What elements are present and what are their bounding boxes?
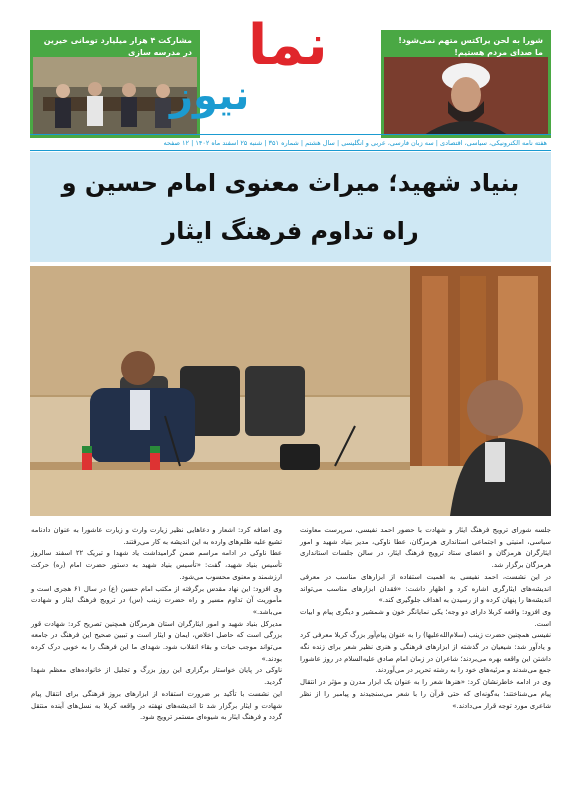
paragraph: نفیسی همچنین حضرت زینب (سلام‌الله‌علیها) را به عنوان پیام‌آور بزرگ کربلا معرفی کرد و یادآور شد: شیعیان در گذشته از ابزارهای فرهنگی و هنری نظیر شعر برای زنده نگه داشتن این واقعه بهره می‌بردند؛ شاعران در زمان امام صادق علیه‌السلام در روز عاشورا جمع می‌شدند و مرثیه‌های خود را به رشته تحریر در می‌آوردند. xyxy=(300,631,551,675)
masthead xyxy=(0,0,581,152)
paragraph: وی افزود: واقعه کربلا دارای دو وجه؛ یکی نمایانگر خون و شمشیر و دیگری پیام و ابیات است. xyxy=(300,607,551,628)
paragraph: وی اضافه کرد: اشعار و دعاهایی نظیر زیارت وارث و زیارت عاشورا به عنوان دادنامه تشیع علیه ظلم‌های وارده به این اندیشه به کار می‌رفتند. xyxy=(31,526,282,546)
paragraph: عطا ناوکی در ادامه مراسم ضمن گرامیداشت یاد شهدا و تبریک ۲۲ اسفند سالروز تأسیس بنیاد شهید، گفت: «تأسیس بنیاد شهید به دستور حضرت امام (ره) حرکت ارزشمند و معنوی محسوب می‌شود. xyxy=(31,549,282,581)
paragraph: وی افزود: این نهاد مقدس برگرفته از مکتب امام حسین (ع) در سال ۶۱ هجری است و مأموریت آن تداوم مسیر و راه حضرت زینب (س) در ترویج فرهنگ ایثار و شهادت می‌باشد.» xyxy=(31,584,283,616)
paragraph: این نشست با تأکید بر ضرورت استفاده از ابزارهای بروز فرهنگی برای انتقال پیام شهادت و ایثار برگزار شد تا اندیشه‌های نهفته در واقعه کربلا به نسل‌های آینده منتقل گردد و فرهنگ ایثار به شیوه‌ای مستمر ترویج شود. xyxy=(31,689,282,722)
article-body xyxy=(30,525,551,790)
masthead-rule-top xyxy=(30,134,551,135)
headline-title: بنیاد شهید؛ میراث معنوی امام حسین و راه تداوم فرهنگ ایثار xyxy=(61,169,520,245)
headline-band xyxy=(30,152,551,262)
promo-right-text: شورا به لحن یراکتس متهم نمی‌شود! ما صدای مردم هستیم! xyxy=(398,36,543,57)
issue-line: هفته نامه الکترونیکی، سیاسی، اقتصادی | سه زبان فارسی، عربی و انگلیسی | سال هشتم | شماره ۳۵۱ | شنبه ۲۵ اسفند ماه ۱۴۰۲ | ۱۲ صفحه xyxy=(163,139,547,147)
logo-sub: نیوز xyxy=(170,73,250,119)
paragraph: در این نشست، احمد نفیسی به اهمیت استفاده از ابزارهای مناسب در معرفی اندیشه‌های ایثارگری اشاره کرد و اظهار داشت: «فقدان ابزارهای مناسب می‌تواند اندیشه‌ها را پنهان کرده و از رسیدن به اهداف جلوگیری کند.» xyxy=(300,572,551,605)
article-column-right xyxy=(300,525,551,790)
promo-left-text: مشارکت ۴ هزار میلیارد تومانی خیرین در مدرسه سازی xyxy=(43,36,192,57)
paragraph: وی در ادامه خاطرنشان کرد: «هنرها شعر را به عنوان یک ابزار مدرن و مؤثر در انتقال پیام می‌شناختند؛ به‌گونه‌ای که حتی قرآن را با شعر می‌سنجیدند و پیامبر را از نظر شاعری مورد توجه قرار می‌دادند.» xyxy=(300,678,551,710)
paragraph: مدیرکل بنیاد شهید و امور ایثارگران استان هرمزگان همچنین تصریح کرد: شهادت قور بزرگی است که حاصل اخلاص، ایمان و ایثار است و تبیین صحیح این فرهنگ در جامعه می‌تواند موجب حیات و بقاء انقلاب شود. شهدای ما این فرهنگ را به خوبی درک کرده بودند.» xyxy=(31,619,282,663)
logo-main: نما xyxy=(248,13,328,78)
promo-right-photo xyxy=(384,57,548,135)
main-photo xyxy=(30,266,551,516)
paragraph: ناوکی در پایان خواستار برگزاری این روز بزرگ و تجلیل از خانواده‌های معظم شهدا گردید. xyxy=(31,666,282,687)
site-logo[interactable] xyxy=(170,12,380,127)
masthead-rule-bottom xyxy=(30,150,551,151)
article-column-left xyxy=(31,525,282,790)
paragraph: جلسه شورای ترویج فرهنگ ایثار و شهادت با حضور احمد نفیسی، سرپرست معاونت سیاسی، امنیتی و اجتماعی استانداری هرمزگان، عطا ناوکی، مدیر بنیاد شهید و امور ایثارگران هرمزگان و اعضای ستاد ترویج فرهنگ ایثار، در سالن جلسات استانداری هرمزگان برگزار شد. xyxy=(300,526,551,570)
promo-right[interactable] xyxy=(381,30,551,138)
